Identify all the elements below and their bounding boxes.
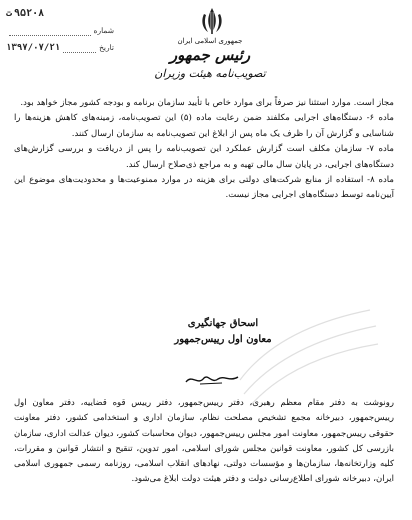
article-8: ماده ۸- استفاده از منابع شرکت‌های دولتی برای هزینه در موارد ممنوعیت‌ها و محدودیت‌های موضوع این آیین‌نامه توسط دستگاه‌های اجرایی مجاز نیست.: [14, 175, 394, 201]
date-label: تاریخ: [99, 43, 114, 52]
handwritten-signature: [182, 370, 242, 388]
republic-heading: جمهوری اسلامی ایران: [177, 37, 243, 45]
distribution-list: رونوشت به دفتر مقام معظم رهبری، دفتر رییس‌جمهور، دفتر رییس قوه قضاییه، دفتر معاون اول رییس‌جمهور، دبیرخانه مجمع تشخیص مصلحت نظام، سازمان اداری و استخدامی کشور، دفتر معاونت حقوقی رییس‌جمهور، معاونت امور مجلس رییس‌جمهور، دیوان محاسبات کشور، دیوان عدالت اداری، سازمان بازرسی کل کشور، معاونت قوانین مجلس شورای اسلامی، امور تدوین، تنقیح و انتشار قوانین و مقررات، کلیه وزارتخانه‌ها، سازمان‌ها و مؤسسات دولتی، نهادهای انقلاب اسلامی، روزنامه رسمی جمهوری اسلامی ایران، دبیرخانه شورای اطلاع‌رسانی دولت و دفتر هیئت دولت ابلاغ می‌شود.: [14, 398, 394, 485]
reference-block: [6, 5, 114, 56]
iran-emblem-icon: [198, 6, 226, 36]
body-paragraph-1: مجاز است. موارد استثنا نیز صرفاً برای موارد خاص با تأیید سازمان برنامه و بودجه کشور مجاز خواهد بود.: [20, 98, 394, 108]
president-heading: رئیس جمهور: [169, 46, 251, 64]
date-value: ۱۳۹۷/۰۷/۲۱: [6, 42, 61, 53]
reference-label-row: [6, 22, 114, 39]
reference-label: شماره: [93, 26, 114, 35]
article-6: ماده ۶- دستگاه‌های اجرایی مکلفند ضمن رعایت ماده (۵) این تصویب‌نامه، زمینه‌های کاهش هزینه‌ها را شناسایی و گزارش آن را ظرف یک ماه پس از ابلاغ این تصویب‌نامه به سازمان ارسال کنند.: [14, 113, 394, 139]
date-row: [6, 39, 114, 56]
signature-block: [138, 316, 308, 348]
signatory-title: معاون اول رییس‌جمهور: [174, 334, 272, 345]
reference-prefix: ت: [6, 8, 13, 19]
signatory-name: اسحاق جهانگیری: [187, 318, 259, 329]
article-7: ماده ۷- سازمان مکلف است گزارش عملکرد این تصویب‌نامه را پس از دریافت و بررسی گزارش‌های دستگاه‌های اجرایی، در پایان سال مالی تهیه و به مراجع ذی‌صلاح ارسال کند.: [14, 144, 394, 170]
reference-dots: [9, 26, 91, 36]
reference-number: ۹۵۲۰۸: [14, 8, 45, 19]
cabinet-decree-heading: تصویب‌نامه هیئت وزیران: [154, 67, 266, 80]
reference-number-row: [6, 5, 114, 22]
date-dots: [63, 43, 96, 53]
decree-body: [14, 96, 394, 204]
